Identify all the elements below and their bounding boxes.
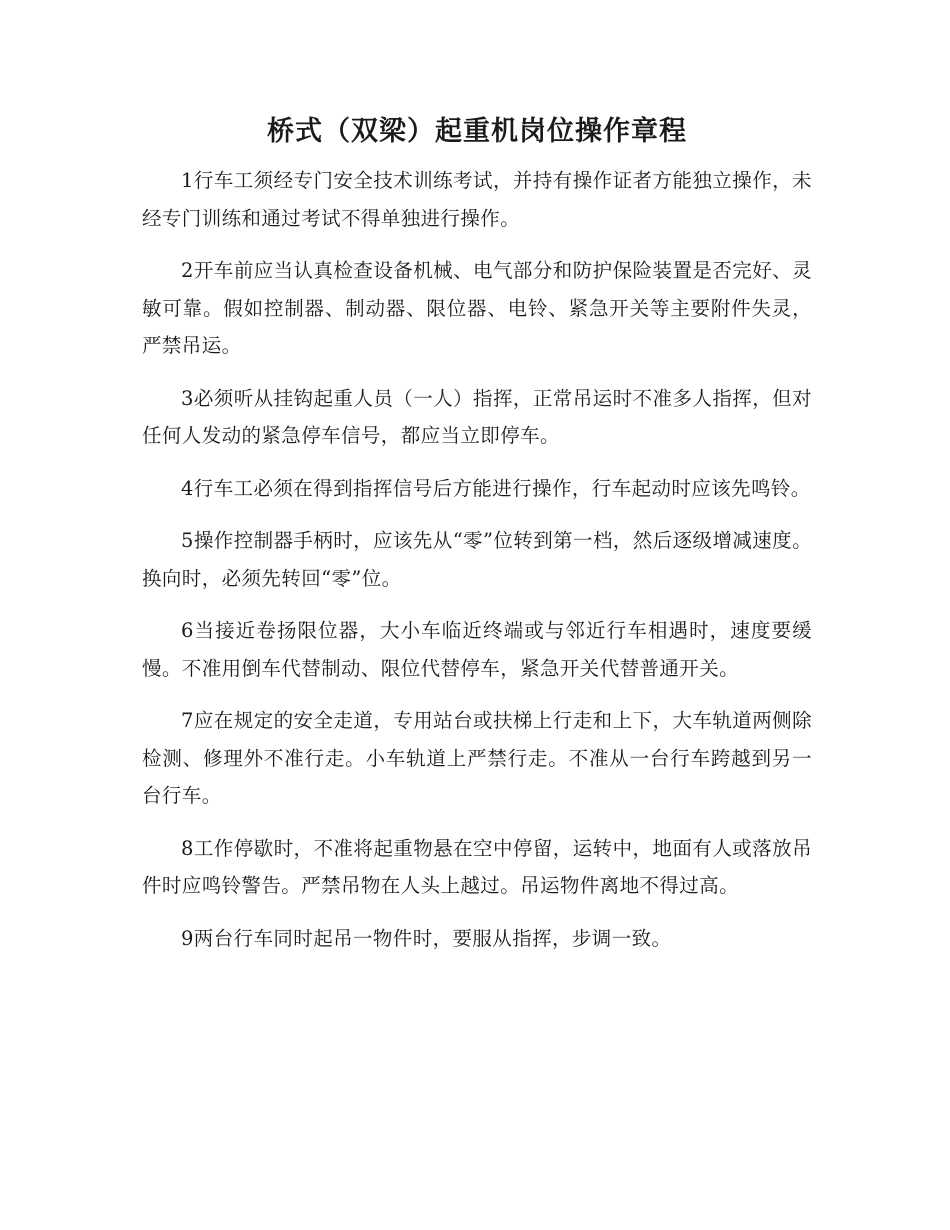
paragraph-5: 5操作控制器手柄时，应该先从“零”位转到第一档，然后逐级增减速度。换向时，必须先转回“零”位。 <box>142 529 812 590</box>
paragraph-4: 4行车工必须在得到指挥信号后方能进行操作，行车起动时应该先鸣铃。 <box>181 476 811 500</box>
document-page <box>142 112 812 972</box>
paragraph-2: 2开车前应当认真检查设备机械、电气部分和防护保险装置是否完好、灵敏可靠。假如控制器、制动器、限位器、电铃、紧急开关等主要附件失灵，严禁吊运。 <box>142 259 812 357</box>
paragraph-1: 1行车工须经专门安全技术训练考试，并持有操作证者方能独立操作，未经专门训练和通过考试不得单独进行操作。 <box>142 169 812 230</box>
paragraph-9: 9两台行车同时起吊一物件时，要服从指挥，步调一致。 <box>181 926 672 950</box>
document-title: 桥式（双梁）起重机岗位操作章程 <box>267 116 687 147</box>
paragraph-8: 8工作停歇时，不准将起重物悬在空中停留，运转中，地面有人或落放吊件时应鸣铃警告。严禁吊物在人头上越过。吊运物件离地不得过高。 <box>142 836 812 897</box>
paragraph-3: 3必须听从挂钩起重人员（一人）指挥，正常吊运时不准多人指挥，但对任何人发动的紧急停车信号，都应当立即停车。 <box>142 386 812 447</box>
paragraph-7: 7应在规定的安全走道，专用站台或扶梯上行走和上下，大车轨道两侧除检测、修理外不准行走。小车轨道上严禁行走。不准从一台行车跨越到另一台行车。 <box>142 709 812 807</box>
paragraph-6: 6当接近卷扬限位器，大小车临近终端或与邻近行车相遇时，速度要缓慢。不准用倒车代替制动、限位代替停车，紧急开关代替普通开关。 <box>142 619 812 680</box>
